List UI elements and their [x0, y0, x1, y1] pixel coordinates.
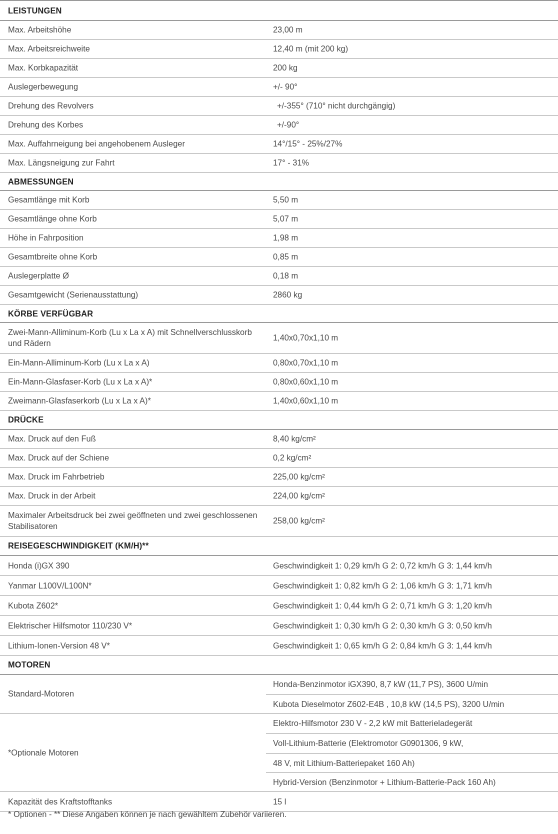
spec-row: Gesamtlänge mit Korb 5,50 m — [0, 191, 558, 210]
section-title-koerbe: KÖRBE VERFÜGBAR — [0, 305, 558, 323]
group-value: 48 V, mit Lithium-Batteriepaket 160 Ah) — [266, 753, 558, 772]
spec-row: Ein-Mann-Glasfaser-Korb (Lu x La x A)* 0,80x0,60x1,10 m — [0, 373, 558, 392]
section-title-reisegeschwindigkeit: REISEGESCHWINDIGKEIT (KM/H)** — [0, 537, 558, 556]
group-value: Voll-Lithium-Batterie (Elektromotor G0901306, 9 kW, — [266, 733, 558, 753]
group-value: Honda-Benzinmotor iGX390, 8,7 kW (11,7 PS), 3600 U/min — [273, 680, 489, 689]
spec-group-standard-motoren: Standard-Motoren Honda-Benzinmotor iGX390, 8,7 kW (11,7 PS), 3600 U/min Kubota Dieselmotor Z602-E4B , 10,8 kW (14,5 PS), 3200 U/min — [0, 675, 558, 714]
spec-row: Drehung des Korbes +/-90° — [0, 116, 558, 135]
spec-row: Max. Druck auf den Fuß 8,40 kg/cm² — [0, 430, 558, 449]
spec-row: Gesamtlänge ohne Korb 5,07 m — [0, 210, 558, 229]
spec-row: Gesamtbreite ohne Korb 0,85 m — [0, 248, 558, 267]
spec-row: Elektrischer Hilfsmotor 110/230 V* Geschwindigkeit 1: 0,30 km/h G 2: 0,30 km/h G 3: 0,50 km/h — [0, 616, 558, 636]
spec-row: Gesamtgewicht (Serienausstattung) 2860 kg — [0, 286, 558, 305]
group-value: Kubota Dieselmotor Z602-E4B , 10,8 kW (14,5 PS), 3200 U/min — [266, 694, 558, 714]
spec-row: Max. Druck in der Arbeit 224,00 kg/cm² — [0, 487, 558, 506]
spec-row: Zwei-Mann-Alliminum-Korb (Lu x La x A) mit Schnellverschlusskorb und Rädern 1,40x0,70x1,10 m — [0, 323, 558, 354]
spec-row: Drehung des Revolvers +/-355° (710° nicht durchgängig) — [0, 97, 558, 116]
spec-row: Kapazität des Kraftstofftanks 15 l — [0, 792, 558, 812]
group-value: Hybrid-Version (Benzinmotor + Lithium-Batterie-Pack 160 Ah) — [266, 772, 558, 792]
spec-row: Honda (i)GX 390 Geschwindigkeit 1: 0,29 km/h G 2: 0,72 km/h G 3: 1,44 km/h — [0, 556, 558, 576]
spec-row: Max. Arbeitshöhe 23,00 m — [0, 21, 558, 40]
spec-row: Max. Druck auf der Schiene 0,2 kg/cm² — [0, 449, 558, 468]
section-title-motoren: MOTOREN — [0, 656, 558, 675]
spec-row: Max. Korbkapazität 200 kg — [0, 59, 558, 78]
spec-row: Max. Auffahrneigung bei angehobenem Ausleger 14°/15° - 25%/27% — [0, 135, 558, 154]
spec-row: Auslegerbewegung +/- 90° — [0, 78, 558, 97]
group-value: Elektro-Hilfsmotor 230 V - 2,2 kW mit Batterieladegerät — [273, 719, 473, 728]
group-values — [266, 714, 558, 791]
section-title-druecke: DRÜCKE — [0, 411, 558, 430]
spec-row: Max. Längsneigung zur Fahrt 17° - 31% — [0, 154, 558, 173]
footnote: * Optionen - ** Diese Angaben können je nach gewähltem Zubehör variieren. — [8, 810, 287, 819]
spec-row: Ein-Mann-Alliminum-Korb (Lu x La x A) 0,80x0,70x1,10 m — [0, 354, 558, 373]
spec-row: Yanmar L100V/L100N* Geschwindigkeit 1: 0,82 km/h G 2: 1,06 km/h G 3: 1,71 km/h — [0, 576, 558, 596]
spec-row: Höhe in Fahrposition 1,98 m — [0, 229, 558, 248]
spec-row: Maximaler Arbeitsdruck bei zwei geöffneten und zwei geschlossenen Stabilisatoren 258,00 kg/cm² — [0, 506, 558, 537]
spec-row: Max. Arbeitsreichweite 12,40 m (mit 200 kg) — [0, 40, 558, 59]
spec-row: Kubota Z602* Geschwindigkeit 1: 0,44 km/h G 2: 0,71 km/h G 3: 1,20 km/h — [0, 596, 558, 616]
section-title-abmessungen: ABMESSUNGEN — [0, 173, 558, 191]
section-title-leistungen: LEISTUNGEN — [0, 0, 558, 21]
group-values — [266, 675, 558, 713]
spec-group-optionale-motoren: *Optionale Motoren Elektro-Hilfsmotor 230 V - 2,2 kW mit Batterieladegerät Voll-Lithium-Batterie (Elektromotor G0901306, 9 kW, 48 V, mit Lithium-Batteriepaket 160 Ah) Hybrid-Version (Benzinmotor + Lithium-Batterie-Pack 160 Ah) — [0, 714, 558, 792]
spec-row: Max. Druck im Fahrbetrieb 225,00 kg/cm² — [0, 468, 558, 487]
spec-row: Auslegerplatte Ø 0,18 m — [0, 267, 558, 286]
spec-row: Lithium-Ionen-Version 48 V* Geschwindigkeit 1: 0,65 km/h G 2: 0,84 km/h G 3: 1,44 km/h — [0, 636, 558, 656]
spec-row: Zweimann-Glasfaserkorb (Lu x La x A)* 1,40x0,60x1,10 m — [0, 392, 558, 411]
